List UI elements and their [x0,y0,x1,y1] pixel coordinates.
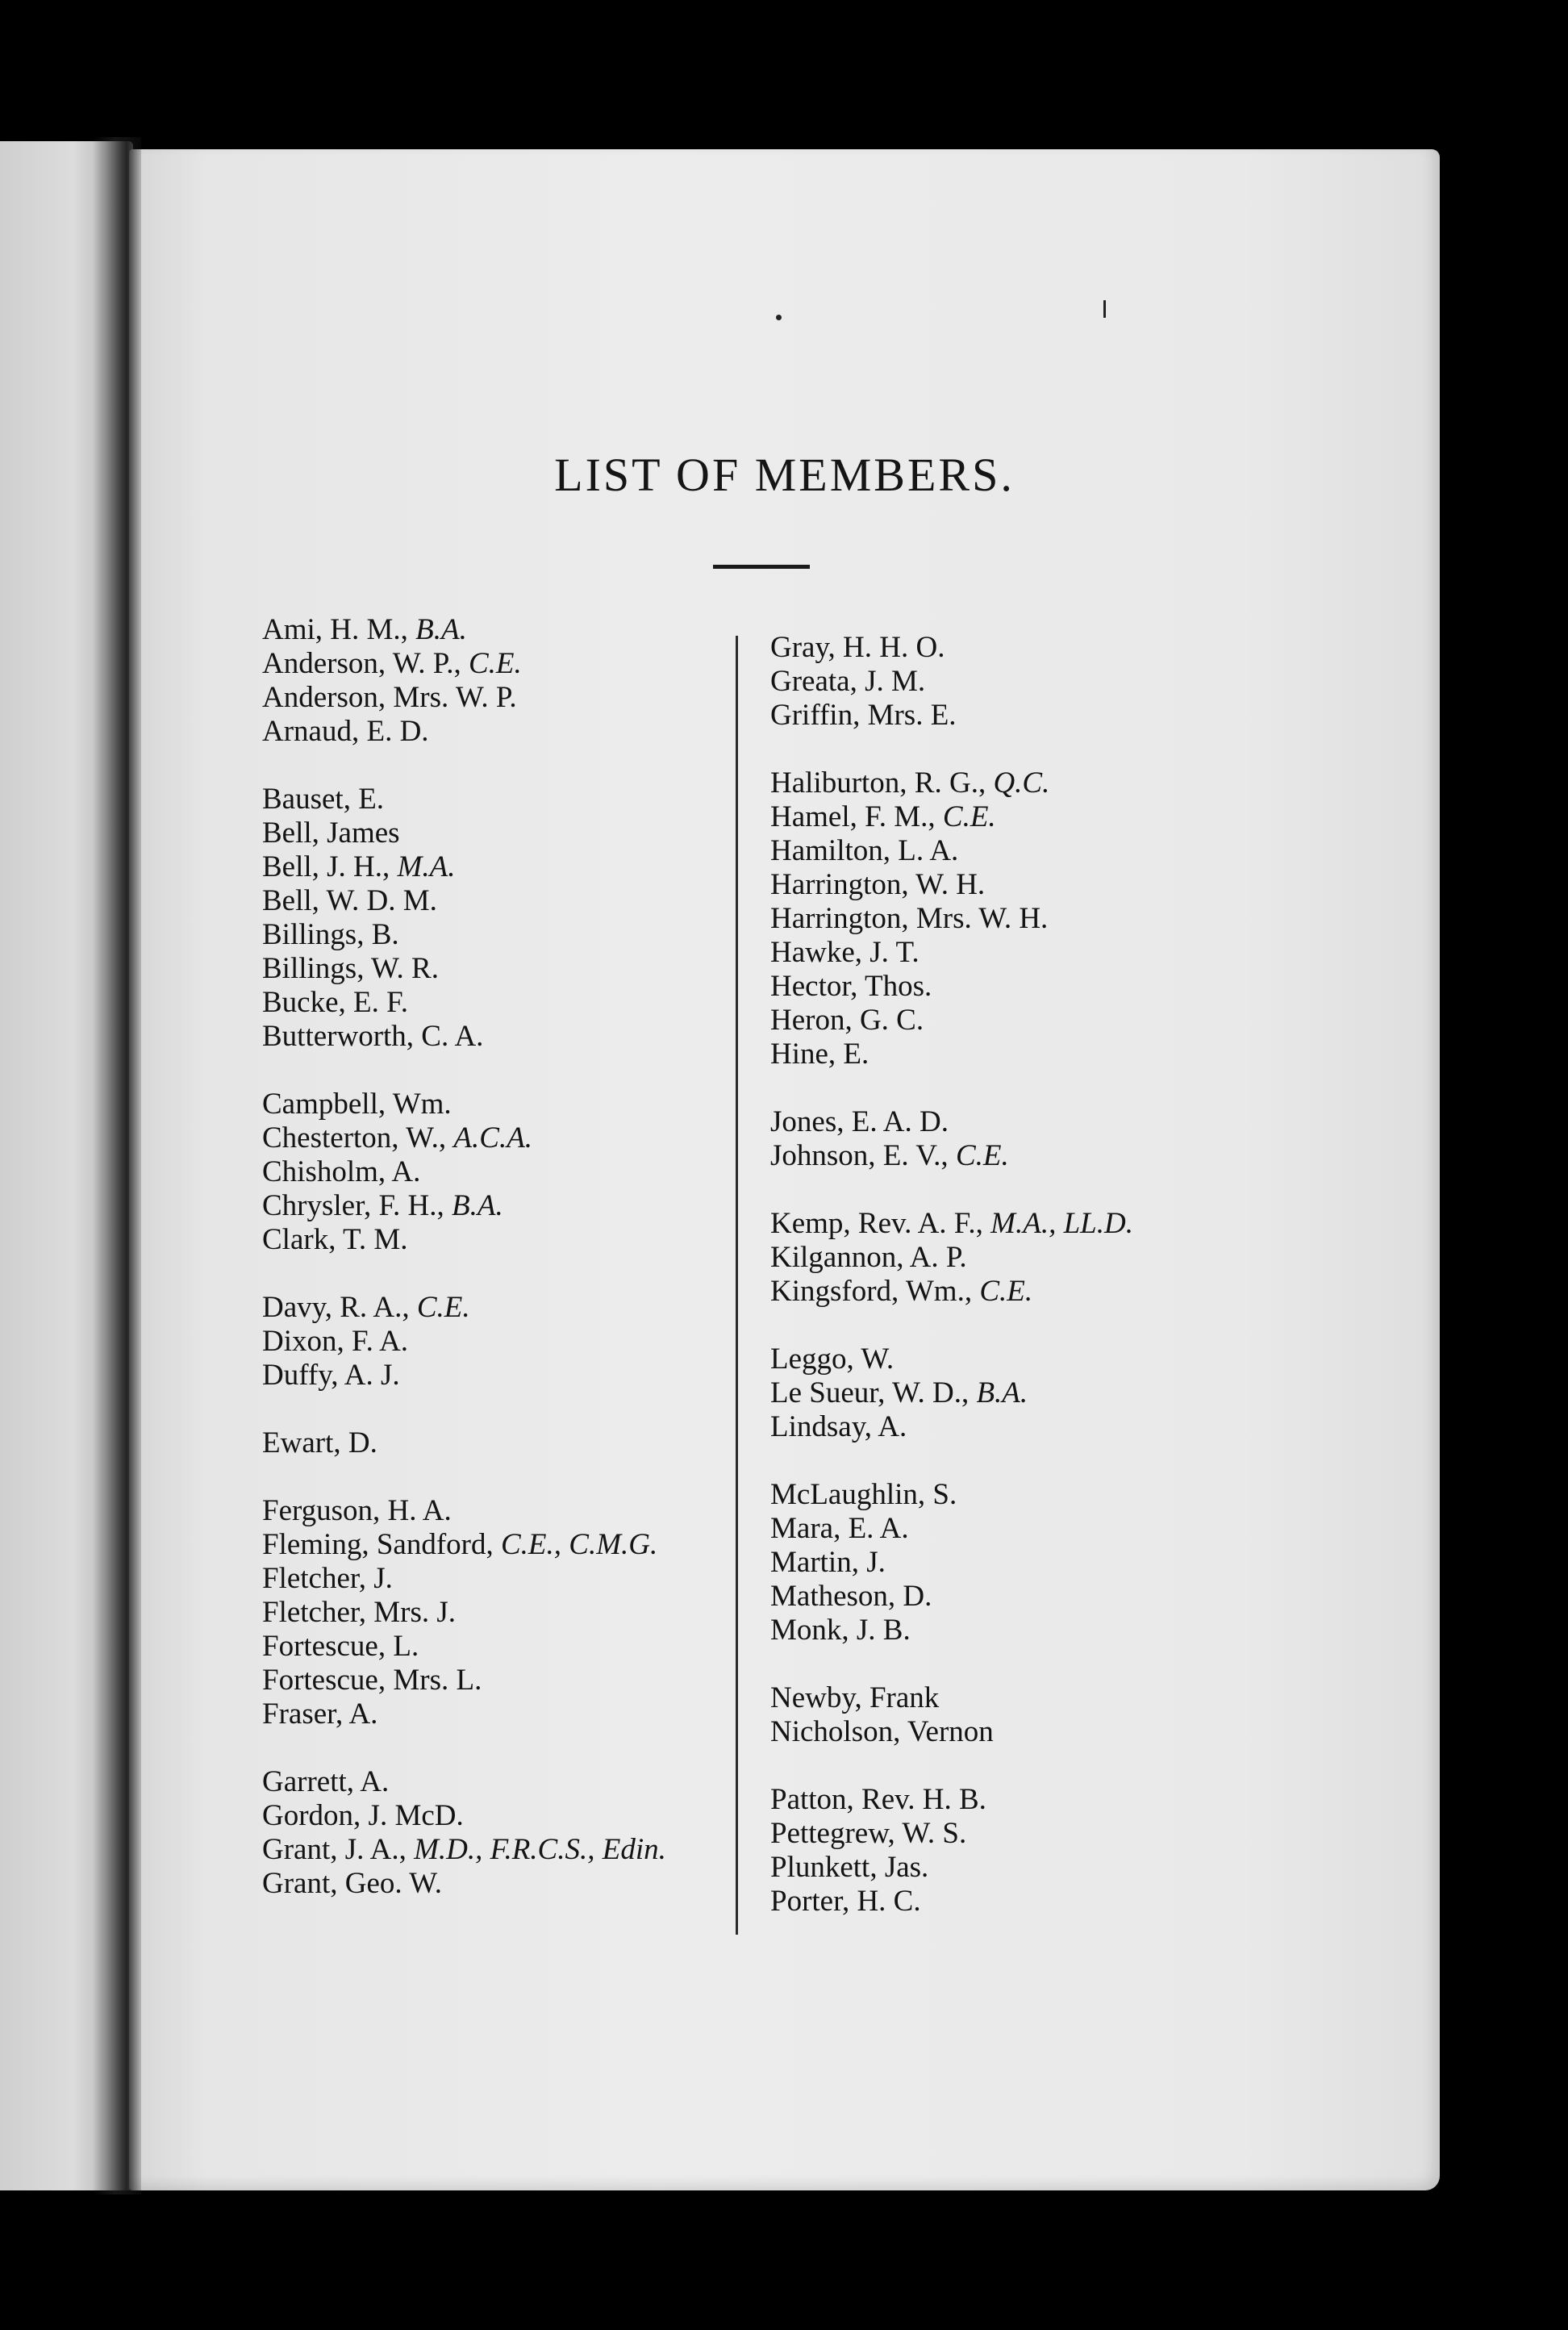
member-name: Hine, E. [770,1038,869,1071]
member-name: Johnson, E. V., [770,1139,956,1172]
member-entry [262,1664,746,1697]
member-entry [770,902,1270,936]
member-entry [770,1885,1270,1919]
member-entry [770,631,1270,665]
member-name: Fortescue, L. [262,1630,419,1663]
member-name: Dixon, F. A. [262,1325,409,1358]
member-entry [262,850,746,884]
member-entry [262,952,746,986]
member-name: Hamilton, L. A. [770,834,959,867]
member-name: Plunkett, Jas. [770,1851,929,1884]
member-name: Bauset, E. [262,783,385,816]
member-entry [262,1867,746,1901]
member-entry [262,1359,746,1393]
member-name: Mara, E. A. [770,1512,909,1545]
member-name: Porter, H. C. [770,1885,921,1918]
member-entry [770,1512,1270,1546]
member-entry [770,699,1270,733]
member-group [770,1783,1270,1919]
member-entry [262,1189,746,1223]
member-name: Duffy, A. J. [262,1359,400,1392]
member-degree: Q.C. [993,766,1050,800]
member-name: Lindsay, A. [770,1410,907,1443]
member-name: Clark, T. M. [262,1223,408,1256]
member-degree: M.A. [397,850,456,883]
member-group [770,766,1270,1071]
member-name: Chrysler, F. H., [262,1189,452,1222]
member-degree: C.E., C.M.G. [500,1528,658,1561]
member-entry [262,1426,746,1460]
member-entry [770,970,1270,1004]
member-name: Grant, J. A., [262,1833,415,1866]
member-entry [770,1851,1270,1885]
member-name: Arnaud, E. D. [262,715,429,748]
member-entry [262,1155,746,1189]
member-name: Monk, J. B. [770,1614,911,1647]
member-degree: M.D., F.R.C.S., Edin. [414,1833,666,1866]
member-name: Garrett, A. [262,1765,390,1798]
member-entry [262,1088,746,1121]
member-entry [770,1139,1270,1173]
member-name: Kingsford, Wm., [770,1275,980,1308]
member-entry [770,1681,1270,1715]
member-entry [770,1614,1270,1647]
member-entry [262,1121,746,1155]
member-group [770,631,1270,733]
member-name: Kemp, Rev. A. F., [770,1207,991,1240]
member-name: Fraser, A. [262,1697,378,1731]
member-entry [262,1697,746,1731]
member-entry [262,647,746,681]
member-name: Ewart, D. [262,1426,377,1459]
member-name: Chisholm, A. [262,1155,421,1188]
member-degree: M.A., LL.D. [990,1207,1133,1240]
member-name: McLaughlin, S. [770,1478,957,1511]
member-entry [770,834,1270,868]
member-entry [770,868,1270,902]
member-name: Leggo, W. [770,1342,895,1376]
member-list-left-column [262,613,746,1935]
member-entry [770,1783,1270,1817]
member-entry [262,1833,746,1867]
member-entry [262,884,746,918]
member-name: Ferguson, H. A. [262,1494,452,1527]
member-entry [770,1580,1270,1614]
member-group [262,1291,746,1393]
member-name: Nicholson, Vernon [770,1715,994,1748]
member-name: Bell, James [262,816,400,850]
member-name: Hawke, J. T. [770,936,920,969]
member-group [262,1765,746,1901]
member-name: Hamel, F. M., [770,800,943,833]
member-entry [770,1207,1270,1241]
member-group [770,1105,1270,1173]
member-name: Harrington, Mrs. W. H. [770,902,1049,935]
member-entry [262,681,746,715]
member-name: Jones, E. A. D. [770,1105,949,1138]
member-name: Gordon, J. McD. [262,1799,464,1832]
member-entry [262,1630,746,1664]
member-entry [770,1105,1270,1139]
member-name: Fletcher, J. [262,1562,393,1595]
ink-speck [1103,300,1106,318]
member-name: Bell, W. D. M. [262,884,437,917]
member-entry [770,936,1270,970]
member-name: Pettegrew, W. S. [770,1817,967,1850]
member-entry [770,1715,1270,1749]
member-name: Patton, Rev. H. B. [770,1783,986,1816]
member-name: Butterworth, C. A. [262,1020,484,1053]
member-name: Chesterton, W., [262,1121,454,1155]
member-name: Fortescue, Mrs. L. [262,1664,482,1697]
member-entry [262,918,746,952]
member-entry [262,613,746,647]
member-degree: B.A. [976,1376,1028,1409]
member-name: Ami, H. M., [262,613,416,646]
member-entry [770,766,1270,800]
member-name: Martin, J. [770,1546,886,1579]
member-entry [770,1410,1270,1444]
member-group [770,1207,1270,1309]
member-degree: C.E. [942,800,996,833]
member-entry [770,1817,1270,1851]
member-entry [262,1528,746,1562]
member-entry [262,1562,746,1596]
member-entry [262,715,746,749]
member-name: Gray, H. H. O. [770,631,945,664]
member-entry [262,1596,746,1630]
member-name: Billings, B. [262,918,399,951]
member-group [770,1342,1270,1444]
member-list-right-column [770,631,1270,1952]
title-rule [713,565,810,569]
member-entry [770,1376,1270,1410]
member-entry [262,1799,746,1833]
member-name: Newby, Frank [770,1681,940,1714]
member-name: Anderson, W. P., [262,647,469,680]
member-name: Grant, Geo. W. [262,1867,442,1900]
member-name: Griffin, Mrs. E. [770,699,957,732]
member-name: Harrington, W. H. [770,868,986,901]
member-group [262,1088,746,1257]
member-group [262,1426,746,1460]
member-entry [262,1494,746,1528]
member-name: Fleming, Sandford, [262,1528,501,1561]
member-degree: C.E. [468,647,522,680]
member-name: Davy, R. A., [262,1291,417,1324]
member-entry [262,1765,746,1799]
member-name: Heron, G. C. [770,1004,924,1037]
member-degree: C.E. [955,1139,1009,1172]
member-degree: B.A. [452,1189,503,1222]
member-name: Anderson, Mrs. W. P. [262,681,517,714]
page-title: LIST OF MEMBERS. [554,449,1015,501]
member-name: Billings, W. R. [262,952,439,985]
member-entry [262,1291,746,1325]
member-group [770,1681,1270,1749]
member-entry [262,1020,746,1054]
member-name: Bell, J. H., [262,850,398,883]
member-entry [770,800,1270,834]
member-degree: C.E. [416,1291,470,1324]
member-group [770,1478,1270,1647]
member-name: Campbell, Wm. [262,1088,452,1121]
member-entry [262,783,746,816]
member-name: Matheson, D. [770,1580,932,1613]
member-degree: A.C.A. [453,1121,533,1155]
member-entry [770,1241,1270,1275]
member-group [262,613,746,749]
member-entry [262,986,746,1020]
member-name: Hector, Thos. [770,970,932,1003]
member-name: Greata, J. M. [770,665,926,698]
member-name: Le Sueur, W. D., [770,1376,977,1409]
member-entry [770,1342,1270,1376]
member-entry [262,1325,746,1359]
member-name: Kilgannon, A. P. [770,1241,967,1274]
member-entry [770,665,1270,699]
member-entry [262,1223,746,1257]
member-entry [770,1546,1270,1580]
member-degree: B.A. [415,613,467,646]
member-degree: C.E. [979,1275,1033,1308]
member-entry [770,1038,1270,1071]
member-group [262,783,746,1054]
member-entry [262,816,746,850]
member-entry [770,1478,1270,1512]
member-name: Bucke, E. F. [262,986,408,1019]
ink-speck [776,315,782,320]
member-entry [770,1275,1270,1309]
binding-gutter [93,137,141,2194]
member-name: Fletcher, Mrs. J. [262,1596,457,1629]
member-name: Haliburton, R. G., [770,766,994,800]
member-entry [770,1004,1270,1038]
member-group [262,1494,746,1731]
